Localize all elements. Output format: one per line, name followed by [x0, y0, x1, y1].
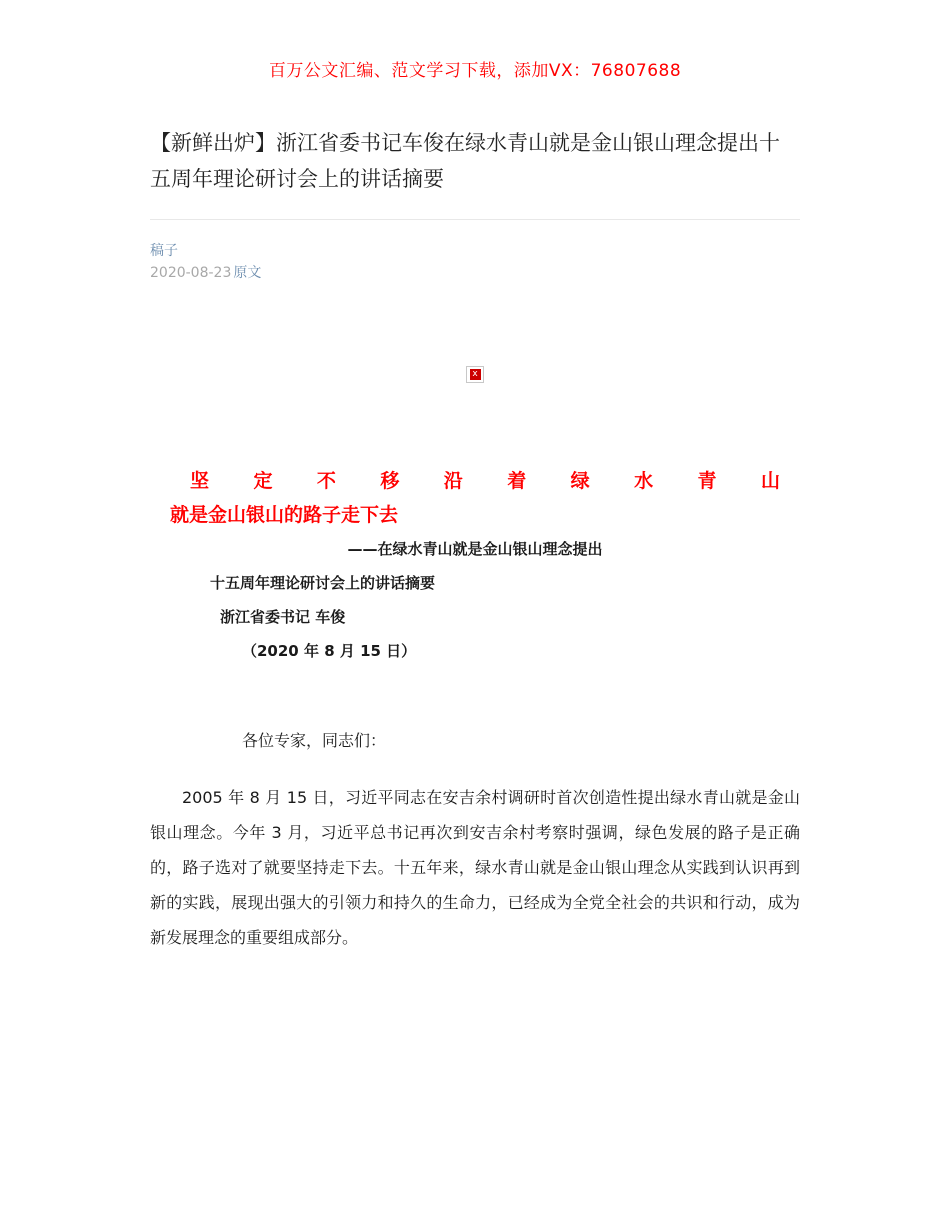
document-date: （2020 年 8 月 15 日）	[242, 642, 417, 660]
document-heading-line2: 就是金山银山的路子走下去	[170, 504, 399, 526]
article-date: 2020-08-23	[150, 265, 232, 281]
document-subtitle-line2: 十五周年理论研讨会上的讲话摘要	[210, 574, 436, 592]
document-subtitle-line1: ——在绿水青山就是金山银山理念提出	[347, 540, 603, 558]
broken-image-icon	[466, 366, 484, 383]
article-date-line	[150, 262, 800, 284]
page-title: 【新鲜出炉】浙江省委书记车俊在绿水青山就是金山银山理念提出十五周年理论研讨会上的讲话摘要	[150, 125, 800, 220]
broken-image-marker: x	[470, 369, 481, 380]
article-image-area	[0, 284, 950, 464]
document-paragraph: 2005 年 8 月 15 日，习近平同志在安吉余村调研时首次创造性提出绿水青山就是金山银山理念。今年 3 月，习近平总书记再次到安吉余村考察时强调，绿色发展的路子是正确的，路子选对了就要坚持走下去。十五年来，绿水青山就是金山银山理念从实践到认识再到新的实践，展现出强大的引领力和持久的生命力，已经成为全党全社会的共识和行动，成为新发展理念的重要组成部分。	[150, 788, 800, 947]
article-source-link[interactable]: 原文	[233, 265, 262, 281]
article-author[interactable]: 稿子	[150, 243, 178, 259]
article-header	[150, 81, 800, 284]
promo-banner: 百万公文汇编、范文学习下载，添加VX：76807688	[268, 61, 682, 81]
document-salutation: 各位专家，同志们：	[242, 731, 387, 750]
document-heading-line1: 坚定不移沿着绿水青山	[190, 470, 780, 492]
document-byline: 浙江省委书记 车俊	[220, 608, 346, 626]
document-body	[150, 464, 800, 955]
article-meta	[150, 220, 800, 284]
